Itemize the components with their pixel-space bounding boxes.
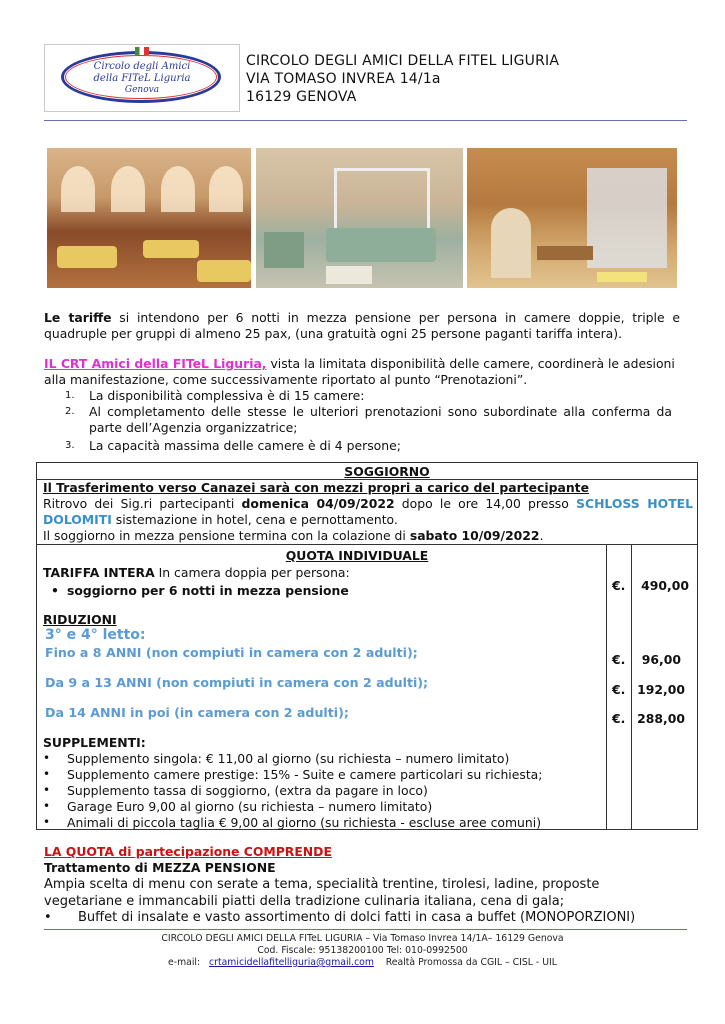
list-item: • Animali di piccola taglia € 9,00 al giorno (su richiesta - escluse aree comuni) bbox=[43, 815, 542, 830]
footer-line-1: CIRCOLO DEGLI AMICI DELLA FITeL LIGURIA – Via Tomaso Invrea 14/1A– 16129 Genova bbox=[161, 933, 564, 944]
hotel-name: SCHLOSS HOTEL DOLOMITI bbox=[43, 496, 694, 527]
org-name: CIRCOLO DEGLI AMICI DELLA FITEL LIGURIA bbox=[246, 53, 560, 69]
footer-line-2: Cod. Fiscale: 95138200100 Tel: 010-0992500 bbox=[257, 945, 468, 956]
riduzioni-title: RIDUZIONI bbox=[43, 612, 117, 627]
list-item: 2. Al completamento delle stesse le ulteriori prenotazioni sono subordinate alla conferma da parte dell’Agenzia organizzatrice; bbox=[65, 404, 672, 435]
comprende-text: Ampia scelta di menu con serate a tema, specialità trentine, tirolesi, ladine, proposte vegetariane e immancabili piatti della tradizione culinaria italiana, cena di gala; bbox=[44, 877, 600, 909]
header-divider bbox=[44, 120, 687, 121]
list-item: • Garage Euro 9,00 al giorno (su richiesta – numero limitato) bbox=[43, 799, 433, 814]
list-item: • Supplemento camere prestige: 15% - Suite e camere particolari su richiesta; bbox=[43, 767, 543, 782]
quota-box bbox=[36, 544, 698, 830]
price-r1: 96,00 bbox=[641, 652, 681, 667]
currency-label: €. bbox=[612, 682, 626, 697]
riduzione-1: Fino a 8 ANNI (non compiuti in camera con 2 adulti); bbox=[45, 645, 418, 660]
org-city: 16129 GENOVA bbox=[246, 89, 357, 105]
ritrovo-text: Ritrovo dei Sig.ri partecipanti domenica 04/09/2022 dopo le ore 14,00 presso SCHLOSS HOTEL DOLOMITI sistemazione in hotel, cena e pernottamento. bbox=[43, 496, 694, 527]
crt-link[interactable]: IL CRT Amici della FITeL Liguria, bbox=[44, 356, 267, 371]
price-full: 490,00 bbox=[641, 578, 689, 593]
flag-icon bbox=[135, 47, 149, 55]
tariffe-paragraph bbox=[44, 310, 680, 342]
list-item: • Supplemento singola: € 11,00 al giorno (su richiesta – numero limitato) bbox=[43, 751, 510, 766]
riduzione-2: Da 9 a 13 ANNI (non compiuti in camera con 2 adulti); bbox=[45, 675, 429, 690]
list-item: • Supplemento tassa di soggiorno, (extra da pagare in loco) bbox=[43, 783, 428, 798]
comprende-subtitle: Trattamento di MEZZA PENSIONE bbox=[44, 860, 276, 875]
comprende-title: LA QUOTA di partecipazione COMPRENDE bbox=[44, 844, 332, 859]
footer-line-3: e-mail: crtamicidellafitelliguria@gmail.com Realtà Promossa da CGIL – CISL - UIL bbox=[168, 957, 557, 968]
currency-label: €. bbox=[612, 711, 626, 726]
letto-title: 3° e 4° letto: bbox=[45, 627, 146, 643]
tariffa-text: TARIFFA INTERA In camera doppia per persona: bbox=[43, 565, 350, 580]
restaurant-photo bbox=[47, 148, 251, 288]
org-address: VIA TOMASO INVREA 14/1a bbox=[246, 71, 441, 87]
circolo-logo bbox=[44, 44, 240, 112]
crt-paragraph bbox=[44, 356, 680, 388]
tariffa-bullet: • soggiorno per 6 notti in mezza pensione bbox=[51, 583, 349, 598]
soggiorno-title: SOGGIORNO bbox=[344, 464, 430, 479]
list-item: 3. La capacità massima delle camere è di 4 persone; bbox=[65, 438, 401, 453]
footer-divider bbox=[44, 929, 687, 930]
price-r3: 288,00 bbox=[637, 711, 685, 726]
riduzione-3: Da 14 ANNI in poi (in camera con 2 adulti); bbox=[45, 705, 349, 720]
currency-label: €. bbox=[612, 652, 626, 667]
supplementi-title: SUPPLEMENTI: bbox=[43, 735, 146, 750]
list-item: 1. La disponibilità complessiva è di 15 camere: bbox=[65, 388, 365, 403]
email-link[interactable]: crtamicidellafitelliguria@gmail.com bbox=[209, 957, 374, 968]
logo-text-1: Circolo degli Amici bbox=[93, 61, 191, 72]
transfer-text: Il Trasferimento verso Canazei sarà con mezzi propri a carico del partecipante bbox=[43, 480, 589, 495]
supplementi-list bbox=[37, 751, 602, 831]
tariffe-text: si intendono per 6 notti in mezza pensione per persona in camere doppie, triple e quadruple per gruppi di almeno 25 pax, (una gratuità ogni 25 persone paganti tariffa intera). bbox=[44, 310, 680, 341]
crt-text: vista la limitata disponibilità delle camere, coordinerà le adesioni alla manifestazione, come successivamente riportato al punto “Prenotazioni”. bbox=[44, 356, 675, 387]
logo-text-2: della FITeL Liguria bbox=[93, 73, 191, 84]
tariffe-label: Le tariffe bbox=[44, 310, 112, 325]
conditions-list bbox=[44, 388, 672, 454]
spa-photo bbox=[467, 148, 677, 288]
bedroom-photo bbox=[256, 148, 463, 288]
soggiorno-box bbox=[36, 462, 698, 545]
logo-text-3: Genova bbox=[124, 85, 160, 95]
currency-label: €. bbox=[612, 578, 626, 593]
end-text: Il soggiorno in mezza pensione termina con la colazione di sabato 10/09/2022. bbox=[43, 528, 544, 543]
quota-title: QUOTA INDIVIDUALE bbox=[285, 548, 429, 563]
price-r2: 192,00 bbox=[637, 682, 685, 697]
